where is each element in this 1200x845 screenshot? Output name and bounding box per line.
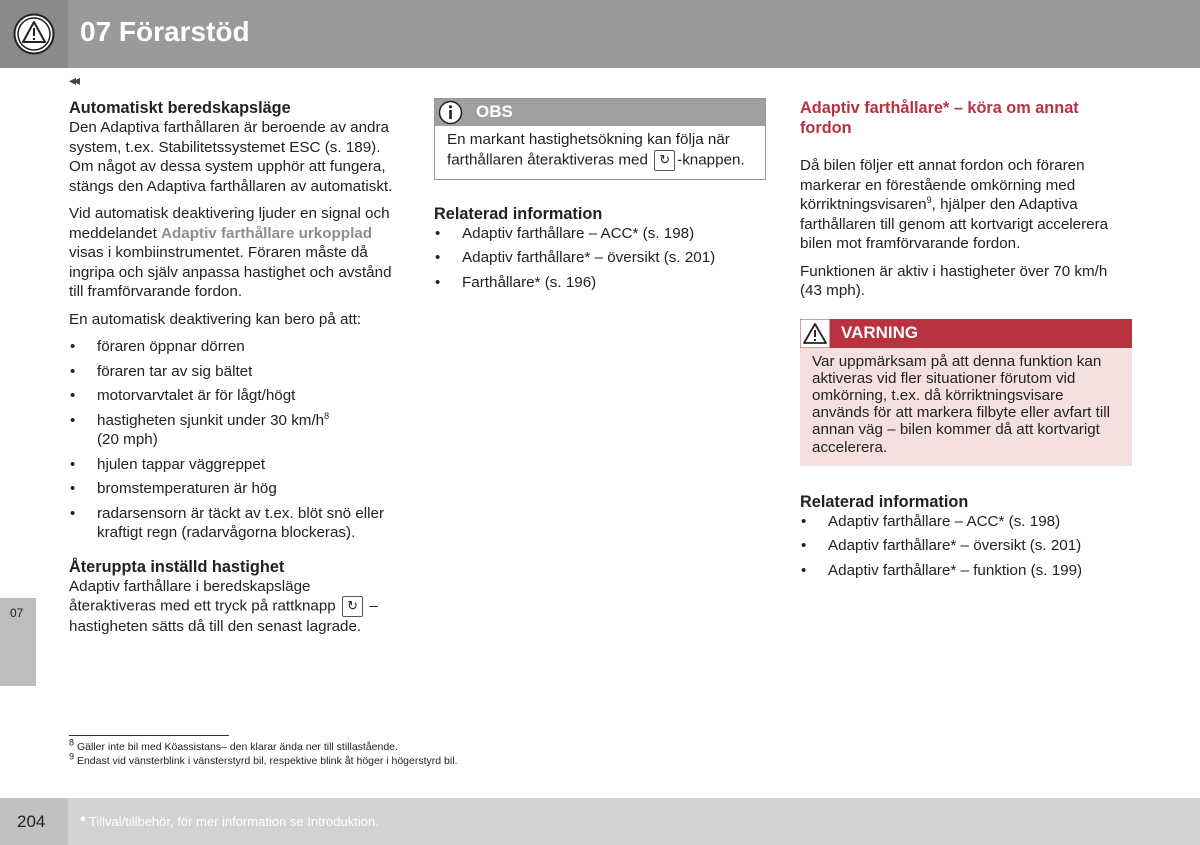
list-item: • radarsensorn är täckt av t.ex. blöt snö eller kraftigt regn (radarvågorna blockeras). [69,504,399,543]
footnotes [69,737,458,768]
list-item: • motorvarvtalet är för lågt/högt [69,386,399,406]
related-info-heading: Relaterad information [800,492,969,511]
page-header [0,0,1200,68]
obs-header [435,99,765,126]
paragraph-deactivation-text-a: Vid automatisk deaktivering ljuder en signal och meddelandet [69,205,390,242]
list-item [69,411,399,450]
related-link[interactable]: • Adaptiv farthållare – ACC* (s. 198) [434,224,766,244]
page-number: 204 [17,812,46,831]
page-number-box [0,798,68,845]
chapter-title: 07 Förarstöd [80,16,250,47]
column-1 [69,98,399,645]
warning-triangle-icon [13,13,55,55]
list-item: • föraren tar av sig bältet [69,362,399,382]
paragraph-overtake [800,156,1132,254]
list-item: • bromstemperaturen är hög [69,479,399,499]
paragraph-active-speed: Funktionen är aktiv i hastigheter över 70 km/h (43 mph). [800,262,1108,299]
related-info-list [800,512,1132,581]
footnote-8-number: 8 [69,737,75,748]
message-highlight: Adaptiv farthållare urkopplad [161,224,373,242]
resume-button-icon: ↻ [342,596,363,617]
asterisk-marker: * [80,813,86,830]
warning-triangle-icon [800,319,830,348]
paragraph-dependency: Den Adaptiva farthållaren är beroende av andra system, t.ex. Stabilitetssystemet ESC (s. 189). Om något av dessa system upphör att fungera, stängs den Adaptiva farthållaren av automatiskt. [69,119,393,195]
header-icon-box [0,0,68,68]
resume-button-icon: ↻ [654,150,675,171]
related-info-heading: Relaterad information [434,204,603,223]
causes-list [69,337,399,543]
footnote-8-text: Gäller inte bil med Köassistans– den klarar ända ner till stillastående. [76,741,398,753]
obs-text-a: En markant hastighetsökning kan följa när farthållaren återaktiveras med [447,131,730,169]
back-arrows-icon[interactable]: ◂◂ [69,72,78,88]
footer-note-text: Tillval/tillbehör, för mer information se Introduktion. [88,814,379,829]
footnote-ref-9: 9 [926,194,932,205]
related-link[interactable]: • Farthållare* (s. 196) [434,273,766,293]
related-link[interactable]: • Adaptiv farthållare* – funktion (s. 199) [800,561,1132,581]
obs-body [435,126,765,179]
column-2 [434,98,766,297]
paragraph-overtake-text-a: Då bilen följer ett annat fordon och föraren markerar en förestående omkörning med körriktningsvisaren [800,157,1085,213]
related-link[interactable]: • Adaptiv farthållare – ACC* (s. 198) [800,512,1132,532]
footnote-divider [69,735,229,736]
list-item-extra: (20 mph) [97,431,158,448]
related-info-list [434,224,766,293]
list-item-text: hastigheten sjunkit under 30 km/h [97,411,325,429]
paragraph-overtake-text-b: , hjälper den Adaptiva farthållaren till genom att kortvarigt accelerera bilen mot framförvarande fordon. [800,196,1109,252]
page-footer [0,798,1200,845]
related-link[interactable]: • Adaptiv farthållare* – översikt (s. 201) [800,536,1132,556]
footnote-9-number: 9 [69,751,75,762]
paragraph-deactivation-text-b: visas i kombiinstrumentet. Föraren måste då ingripa och själv anpassa hastighet och avstånd till framförvarande fordon. [69,244,392,300]
chapter-side-tab[interactable] [0,598,36,686]
warning-text: Var uppmärksam på att denna funktion kan aktiveras vid fler situationer förutom vid omkörning, t.ex. då körriktningsvisare används för att markera filbyte eller avfart till annan väg – bilen kommer då att kortvarigt accelerera. [812,352,1110,456]
heading-resume-speed: Återuppta inställd hastighet [69,557,285,576]
paragraph-resume [69,577,399,637]
info-icon [438,100,463,125]
obs-text-b: -knappen. [677,151,745,169]
footnote-9-text: Endast vid vänsterblink i vänsterstyrd bil, respektive blink åt höger i högerstyrd bil. [76,755,458,767]
warning-header [800,319,1132,348]
list-item: • hjulen tappar väggreppet [69,455,399,475]
list-item: • föraren öppnar dörren [69,337,399,357]
paragraph-deactivation [69,204,399,302]
section-title-overtake: Adaptiv farthållare* – köra om annat fordon [800,99,1079,137]
chapter-side-tab-label: 07 [10,606,24,620]
footnote-ref-8: 8 [324,410,330,421]
paragraph-resume-text-a: Adaptiv farthållare i beredskapsläge återaktiveras med ett tryck på rattknapp [69,577,340,615]
paragraph-causes-intro: En automatisk deaktivering kan bero på att: [69,310,362,328]
heading-standby-mode: Automatiskt beredskapsläge [69,99,291,117]
footnote-8 [69,737,457,754]
column-3 [800,98,1132,585]
warning-label: VARNING [841,322,919,342]
related-link[interactable]: • Adaptiv farthållare* – översikt (s. 201) [434,248,766,268]
obs-note-box [434,98,766,180]
warning-box [800,319,1132,466]
paragraph-resume-text-b: – hastigheten sätts då till den senast lagrade. [69,597,378,635]
footnote-9 [69,751,458,768]
obs-label: OBS [476,102,513,121]
footer-note [80,813,379,830]
